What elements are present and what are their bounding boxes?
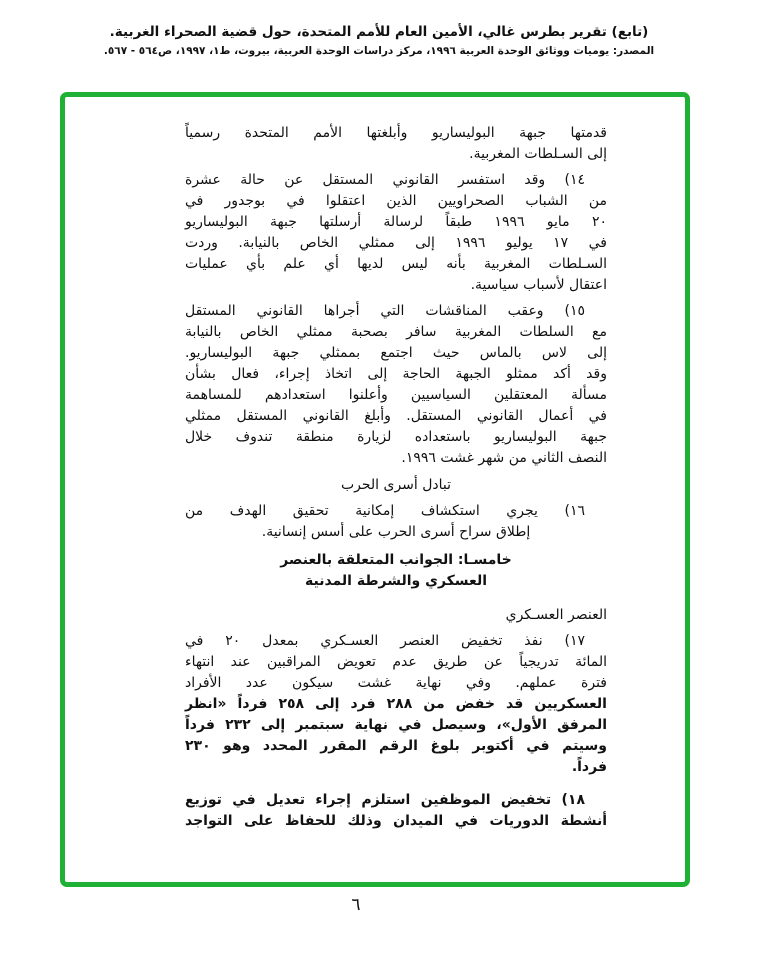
text-line: العسكري والشرطة المدنية: [304, 573, 487, 589]
para-13-continuation: [185, 123, 607, 165]
text-line: العنصر العسـكري: [505, 607, 607, 623]
text-line: السـلطات المغربية بأنه ليس لديها أي علم بأي عمليات: [185, 256, 607, 272]
section-5-heading: [185, 550, 607, 592]
text-line: النصف الثاني من شهر غشت ١٩٩٦.: [401, 450, 607, 466]
text-line: اعتقال لأسباب سياسية.: [470, 277, 607, 293]
heading-pow-exchange: [185, 475, 607, 496]
document-source-citation: المصدر: يوميات ووثائق الوحدة العربية ١٩٩٦، مركز دراسات الوحدة العربية، بيروت، ط١، ١٩٩٧، ص٥٦٤ - ٥٦٧.: [103, 45, 655, 57]
text-line: ١٤) وقد استفسر القانوني المستقل عن حالة عشرة: [185, 172, 585, 188]
text-line: المرفق الأول»، وسيصل في نهاية سبتمبر إلى ٢٣٢ فرداً: [185, 717, 607, 733]
content-frame: [60, 92, 690, 887]
text-line: إطلاق سراح أسرى الحرب على أسس إنسانية.: [261, 524, 531, 540]
text-line: خامسـا: الجوانب المتعلقة بالعنصر: [280, 552, 512, 568]
text-line: في أعمال القانوني المستقل. وأبلغ القانوني المستقل ممثلي: [185, 408, 607, 424]
text-line: فرداً.: [571, 759, 607, 775]
text-line: مع السلطات المغربية سافر بصحبة ممثلي الخاص بالنيابة: [185, 324, 607, 340]
text-line: من الشباب الصحراويين الذين اعتقلوا في بوجدور في: [185, 193, 607, 209]
document-body: [185, 123, 607, 832]
text-line: إلى السـلطات المغربية.: [469, 146, 607, 162]
text-line: قدمتها جبهة البوليساريو وأبلغتها الأمم المتحدة رسمياً: [185, 125, 607, 141]
text-line: وسيتم في أكتوبر بلوغ الرقم المقرر المحدد وهو ٢٣٠: [185, 738, 607, 754]
para-17: [185, 631, 607, 778]
text-line: العسكريين قد خفض من ٢٨٨ فرد إلى ٢٥٨ فرداً «انظر: [185, 696, 607, 712]
text-line: جبهة البوليساريو باستعداده لزيارة منطقة تندوف خلال: [185, 429, 607, 445]
para-15: [185, 301, 607, 469]
para-16: [185, 501, 607, 543]
text-line: ٢٠ مايو ١٩٩٦ طبقاً لرسالة أرسلتها جبهة البوليساريو: [185, 214, 607, 230]
text-line: ١٦) يجري استكشاف إمكانية تحقيق الهدف من: [185, 503, 585, 519]
document-title: (تابع) تقرير بطرس غالي، الأمين العام للأمم المتحدة، حول قضية الصحراء الغربية.: [109, 24, 649, 40]
text-line: المائة تدريجياً عن طريق عدم تعويض المراقبين عند انتهاء: [185, 654, 607, 670]
text-line: ١٨) تخفيض الموظفين استلزم إجراء تعديل في توزيع: [185, 792, 585, 808]
text-line: ١٥) وعقب المناقشات التي أجراها القانوني المستقل: [185, 303, 585, 319]
text-line: ١٧) نفذ تخفيض العنصر العسـكري بمعدل ٢٠ في: [185, 633, 586, 649]
text-line: مسألة المعتقلين السياسيين وأعلنوا استعدادهم للمساهمة: [185, 387, 607, 403]
text-line: تبادل أسرى الحرب: [340, 477, 452, 493]
text-line: فترة عملهم. وفي نهاية غشت سيكون عدد الأفراد: [185, 675, 607, 691]
document-header: [0, 24, 758, 57]
para-18: [185, 790, 607, 832]
military-component-subheading: [185, 605, 607, 626]
text-line: وقد أكد ممثلو الجبهة الحاجة إلى اتخاذ إجراء، فعال بشأن: [185, 366, 607, 382]
text-line: إلى لاس بالماس حيث اجتمع بممثلي جبهة البوليساريو.: [185, 345, 607, 361]
para-14: [185, 170, 607, 296]
text-line: في ١٧ يوليو ١٩٩٦ إلى ممثلي الخاص بالنيابة. وردت: [185, 235, 607, 251]
page-number: ٦: [351, 895, 361, 915]
text-line: أنشطة الدوريات في الميدان وذلك للحفاظ على التواجد: [185, 813, 607, 829]
